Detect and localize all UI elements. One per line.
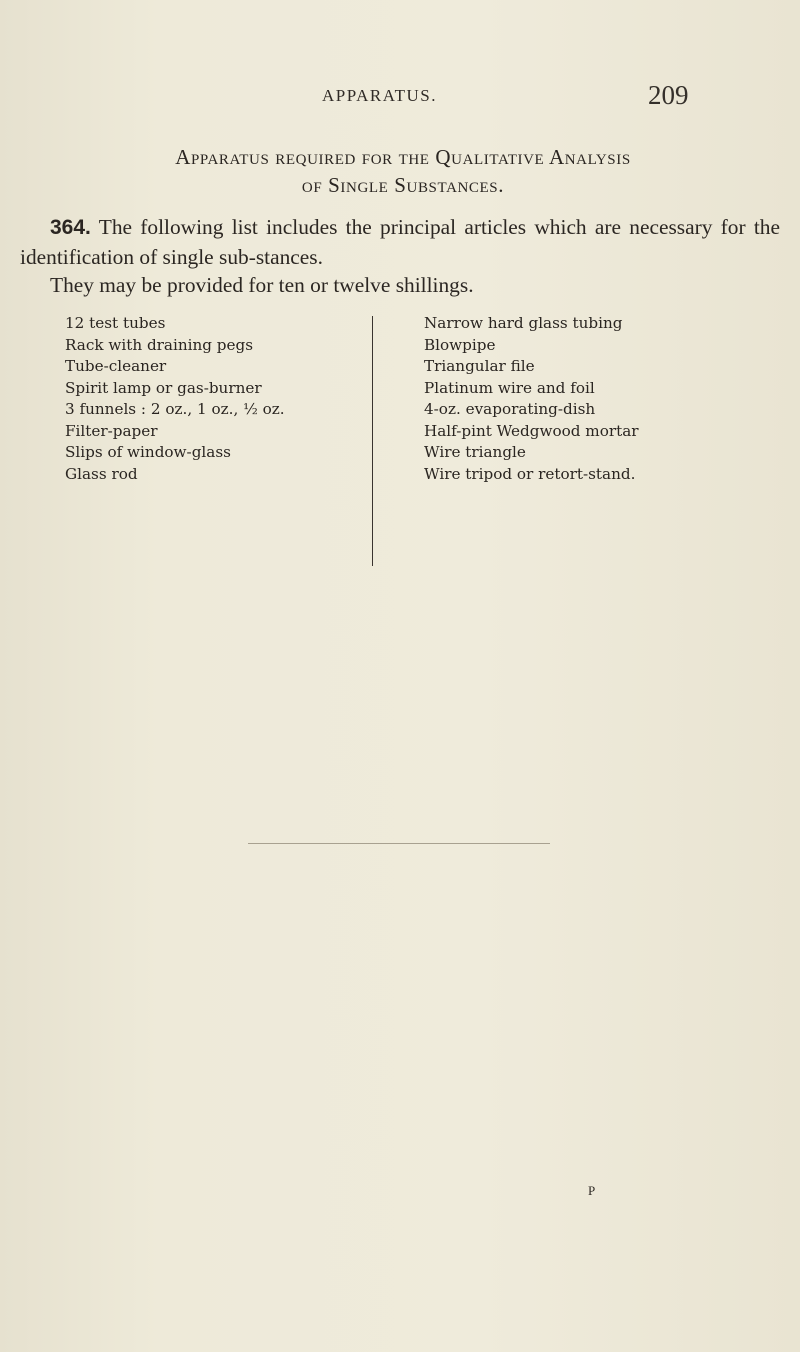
signature-mark: P xyxy=(588,1183,596,1198)
running-title: APPARATUS. xyxy=(322,86,437,105)
list-item: 4-oz. evaporating-dish xyxy=(424,400,596,418)
list-item: Slips of window-glass xyxy=(65,443,231,461)
list-item: 3 funnels : 2 oz., 1 oz., ½ oz. xyxy=(65,400,285,418)
list-item: Triangular file xyxy=(424,357,535,375)
list-item: Half-pint Wedgwood mortar xyxy=(424,421,639,440)
paragraph-364 xyxy=(20,213,780,300)
list-item: Spirit lamp or gas-burner xyxy=(65,378,262,397)
list-item: Narrow hard glass tubing xyxy=(424,314,623,332)
list-item: Wire tripod or retort-stand. xyxy=(424,464,636,483)
paragraph-text-2: They may be provided for ten or twelve shillings. xyxy=(50,273,474,297)
section-heading-line-2: of Single Substances. xyxy=(301,173,505,197)
running-head xyxy=(0,80,800,116)
list-item: Rack with draining pegs xyxy=(65,335,254,354)
apparatus-list-right xyxy=(424,313,639,485)
list-item: Tube-cleaner xyxy=(65,357,167,375)
section-heading xyxy=(58,143,748,199)
list-item: Blowpipe xyxy=(424,335,496,354)
page-number: 209 xyxy=(648,80,689,110)
paragraph-text: The following list includes the principal articles which are necessary for the identification of single sub-stances. xyxy=(20,215,780,269)
section-heading-line-1: Apparatus required for the Qualitative Analysis xyxy=(175,145,631,169)
list-item: 12 test tubes xyxy=(65,314,166,332)
apparatus-list-left xyxy=(65,313,285,485)
bleed-through-rule xyxy=(248,843,550,844)
list-item: Wire triangle xyxy=(424,443,526,461)
list-item: Glass rod xyxy=(65,464,138,483)
list-item: Platinum wire and foil xyxy=(424,378,595,397)
paragraph-number: 364. xyxy=(50,216,91,239)
list-item: Filter-paper xyxy=(65,421,158,440)
apparatus-list xyxy=(38,313,738,573)
column-divider xyxy=(372,316,373,566)
